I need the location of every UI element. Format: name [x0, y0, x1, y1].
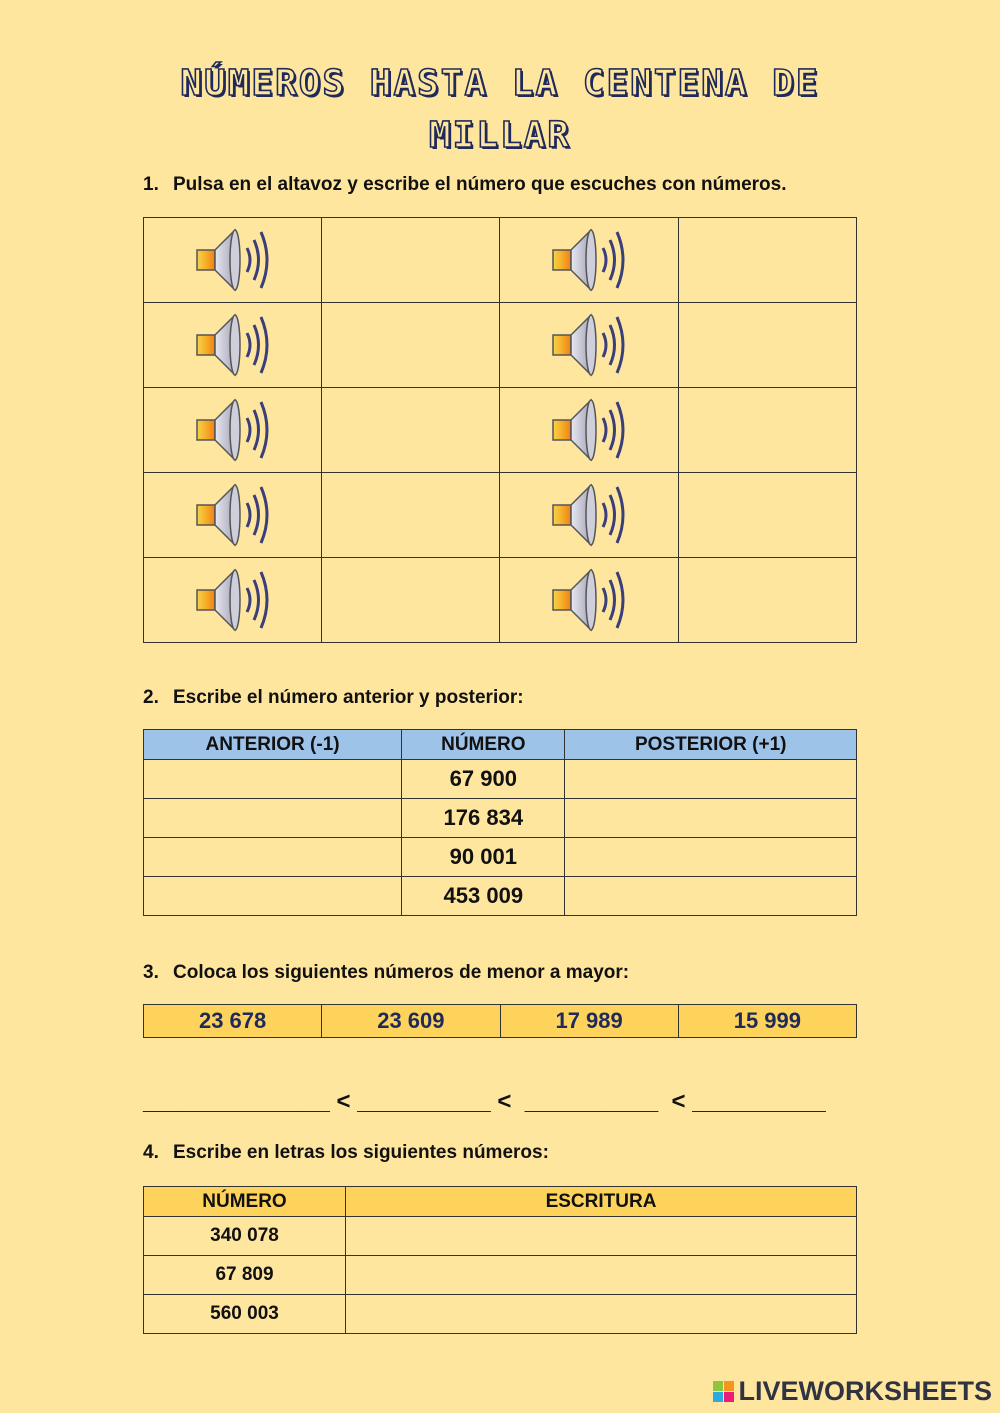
order-answer-line[interactable]: ______________ < __________ < __________ < __________ — [143, 1088, 826, 1115]
speaker-icon[interactable] — [144, 218, 322, 303]
order-number: 23 678 — [144, 1005, 322, 1038]
number-cell: 90 001 — [402, 838, 565, 877]
answer-input[interactable] — [322, 218, 500, 303]
table-row — [144, 1217, 857, 1256]
question-4-number: 4. — [143, 1142, 159, 1163]
header-numero: NÚMERO — [402, 730, 565, 760]
numbers-to-order — [143, 1004, 857, 1038]
escritura-input[interactable] — [346, 1295, 857, 1334]
posterior-input[interactable] — [565, 877, 857, 916]
question-1 — [143, 174, 787, 196]
number-cell: 176 834 — [402, 799, 565, 838]
header-posterior: POSTERIOR (+1) — [565, 730, 857, 760]
number-cell: 453 009 — [402, 877, 565, 916]
table-row — [144, 388, 857, 473]
logo-text: LIVEWORKSHEETS — [738, 1376, 992, 1406]
number-cell: 340 078 — [144, 1217, 346, 1256]
speaker-icon[interactable] — [144, 388, 322, 473]
answer-input[interactable] — [678, 303, 856, 388]
table-row — [144, 218, 857, 303]
number-cell: 67 900 — [402, 760, 565, 799]
answer-input[interactable] — [678, 558, 856, 643]
answer-input[interactable] — [678, 388, 856, 473]
anterior-input[interactable] — [144, 877, 402, 916]
table-row — [144, 838, 857, 877]
speaker-icon[interactable] — [500, 303, 678, 388]
speaker-icon[interactable] — [144, 558, 322, 643]
number-words-table — [143, 1186, 857, 1334]
question-1-number: 1. — [143, 174, 159, 195]
table-row — [144, 1256, 857, 1295]
question-2 — [143, 687, 524, 709]
logo-square — [713, 1392, 723, 1402]
speaker-icon[interactable] — [500, 388, 678, 473]
page-title: NÚMEROS HASTA LA CENTENA DE MILLAR — [180, 63, 820, 156]
header-escritura: ESCRITURA — [346, 1187, 857, 1217]
question-4-text: Escribe en letras los siguientes números: — [173, 1142, 549, 1163]
logo-square — [713, 1381, 723, 1391]
posterior-input[interactable] — [565, 799, 857, 838]
question-4 — [143, 1142, 549, 1164]
table-row — [144, 760, 857, 799]
answer-input[interactable] — [678, 473, 856, 558]
answer-input[interactable] — [322, 473, 500, 558]
question-2-number: 2. — [143, 687, 159, 708]
header-anterior: ANTERIOR (-1) — [144, 730, 402, 760]
table-row — [144, 473, 857, 558]
listening-table — [143, 217, 857, 643]
answer-input[interactable] — [678, 218, 856, 303]
speaker-icon[interactable] — [500, 218, 678, 303]
table-row — [144, 1295, 857, 1334]
liveworksheets-logo — [713, 1376, 992, 1407]
question-2-text: Escribe el número anterior y posterior: — [173, 687, 524, 708]
escritura-input[interactable] — [346, 1256, 857, 1295]
table-row — [144, 799, 857, 838]
order-number: 23 609 — [322, 1005, 500, 1038]
logo-mark-icon — [713, 1381, 734, 1402]
escritura-input[interactable] — [346, 1217, 857, 1256]
speaker-icon[interactable] — [144, 473, 322, 558]
answer-input[interactable] — [322, 558, 500, 643]
order-number: 15 999 — [678, 1005, 856, 1038]
logo-square — [724, 1381, 734, 1391]
anterior-input[interactable] — [144, 799, 402, 838]
order-number: 17 989 — [500, 1005, 678, 1038]
posterior-input[interactable] — [565, 760, 857, 799]
answer-input[interactable] — [322, 303, 500, 388]
question-3 — [143, 962, 629, 984]
speaker-icon[interactable] — [144, 303, 322, 388]
anterior-input[interactable] — [144, 760, 402, 799]
posterior-input[interactable] — [565, 838, 857, 877]
question-3-text: Coloca los siguientes números de menor a mayor: — [173, 962, 630, 983]
before-after-table — [143, 729, 857, 916]
logo-square — [724, 1392, 734, 1402]
table-row — [144, 303, 857, 388]
speaker-icon[interactable] — [500, 558, 678, 643]
number-cell: 560 003 — [144, 1295, 346, 1334]
table-row — [144, 877, 857, 916]
anterior-input[interactable] — [144, 838, 402, 877]
speaker-icon[interactable] — [500, 473, 678, 558]
table-row — [144, 558, 857, 643]
answer-input[interactable] — [322, 388, 500, 473]
question-3-number: 3. — [143, 962, 159, 983]
question-1-text: Pulsa en el altavoz y escribe el número que escuches con números. — [173, 174, 787, 195]
header-numero: NÚMERO — [144, 1187, 346, 1217]
number-cell: 67 809 — [144, 1256, 346, 1295]
